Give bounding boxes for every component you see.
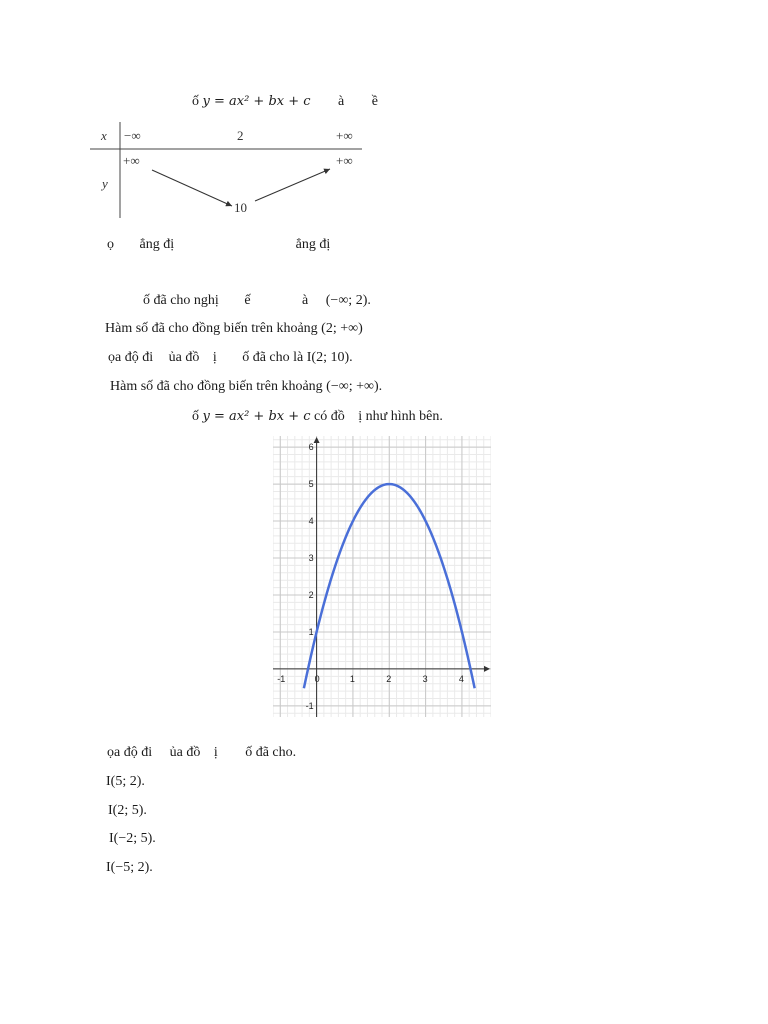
y-tick-label: 3 [308, 553, 314, 564]
table-y-left: +∞ [123, 153, 140, 168]
x-tick-label: 2 [386, 673, 392, 684]
table-y-min: 10 [234, 200, 247, 215]
q1-option-a-frag2: à [302, 293, 309, 308]
table-y-label: y [102, 176, 108, 191]
decreasing-arrow [152, 170, 232, 206]
q2-tail-b: ị như hình bên. [358, 409, 443, 424]
q2-option-c: I(−2; 5). [109, 831, 156, 846]
q1-frag1: à [338, 94, 345, 109]
q2-option-d: I(−5; 2). [106, 860, 153, 875]
curve-point [352, 521, 353, 522]
curve-point [425, 521, 426, 522]
q1-option-a-interval: (−∞; 2). [325, 293, 371, 308]
q2-lead: ố [192, 409, 199, 424]
curve-point [316, 631, 317, 632]
q1-lead: ố [192, 94, 199, 109]
x-tick-label: 1 [349, 673, 355, 684]
q2-prompt-d: ố đã cho. [245, 745, 297, 760]
q1-function: y = ax² + bx + c [202, 94, 311, 109]
q1-option-a-text: ố đã cho nghị [143, 293, 219, 308]
graph-svg [273, 436, 491, 717]
q1-option-c-frag4: ố đã cho là I(2; 10). [242, 350, 353, 365]
q2-prompt [107, 744, 296, 762]
q1-option-a [143, 292, 371, 310]
curve-point [389, 484, 390, 485]
q2-option-a: I(5; 2). [106, 774, 145, 789]
q1-prompt [107, 236, 330, 254]
q1-prompt-c: ẳng đị [295, 237, 331, 252]
curve-point [407, 493, 408, 494]
table-x-pos-inf: +∞ [336, 128, 353, 143]
q2-prompt-a: ọa độ đi [107, 745, 153, 760]
q1-prompt-b: ẳng đị [139, 237, 175, 252]
x-tick-label: 0 [314, 673, 320, 684]
y-tick-label: 4 [308, 516, 314, 527]
variation-table [90, 122, 365, 222]
q2-option-b: I(2; 5). [108, 803, 147, 818]
q1-option-c-frag3: ị [212, 350, 217, 365]
y-tick-label: 2 [308, 589, 314, 600]
x-tick-label: -1 [277, 673, 286, 684]
q1-option-b: Hàm số đã cho đồng biến trên khoảng (2; +∞) [105, 321, 363, 336]
table-x-neg-inf: −∞ [124, 128, 141, 143]
x-tick-label: 4 [458, 673, 464, 684]
q1-option-c-frag1: ọa độ đi [108, 350, 154, 365]
q1-header [192, 93, 378, 111]
q1-option-a-frag1: ế [244, 293, 251, 308]
q2-prompt-c: ị [213, 745, 218, 760]
curve-point [461, 631, 462, 632]
q1-frag2: ề [371, 94, 378, 109]
q1-prompt-a: ọ [107, 237, 114, 252]
curve-point [307, 671, 308, 672]
q2-prompt-b: ủa đồ [169, 745, 201, 760]
q1-option-c [108, 349, 353, 367]
parabola-graph [273, 436, 491, 717]
y-tick-label: 6 [308, 442, 314, 453]
q2-function: y = ax² + bx + c [202, 409, 311, 424]
x-tick-label: 3 [422, 673, 428, 684]
table-x-critical: 2 [237, 128, 244, 143]
y-tick-label: -1 [305, 700, 314, 711]
y-tick-label: 5 [308, 479, 314, 490]
q1-option-c-frag2: ủa đồ [168, 350, 200, 365]
q1-option-d: Hàm số đã cho đồng biến trên khoảng (−∞; +∞). [110, 379, 383, 394]
table-x-label: x [101, 128, 107, 143]
curve-point [443, 567, 444, 568]
curve-point [334, 567, 335, 568]
y-tick-label: 1 [308, 626, 314, 637]
curve-point [471, 671, 472, 672]
q2-header [192, 408, 443, 426]
q2-tail-a: có đồ [314, 409, 345, 424]
curve-point [371, 493, 372, 494]
increasing-arrow [255, 169, 330, 201]
table-y-right: +∞ [336, 153, 353, 168]
